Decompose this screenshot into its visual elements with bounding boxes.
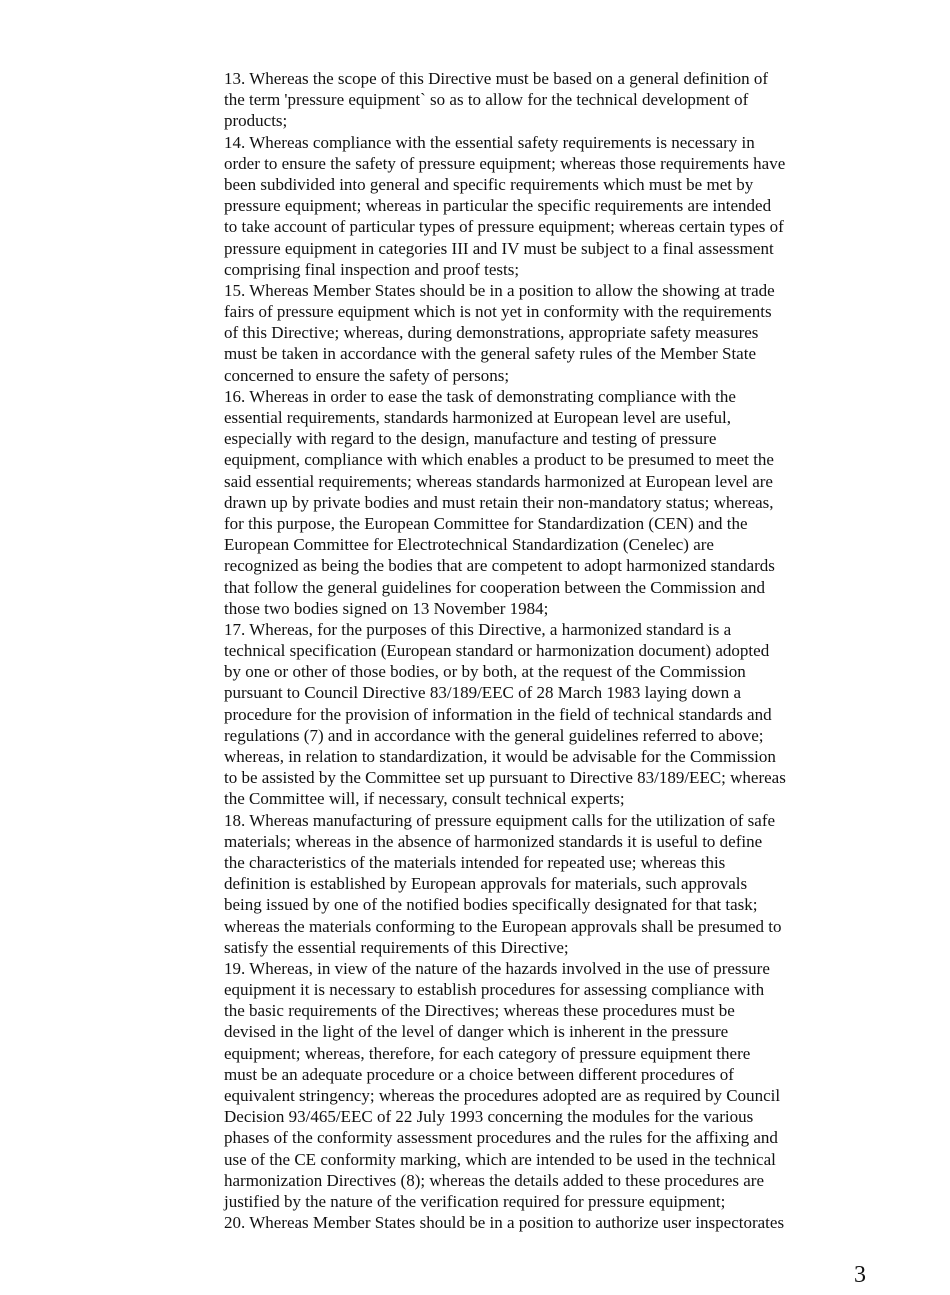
text-line: devised in the light of the level of danger which is inherent in the pressure bbox=[224, 1022, 729, 1042]
body-text bbox=[224, 68, 864, 1233]
text-line: especially with regard to the design, manufacture and testing of pressure bbox=[224, 429, 717, 449]
text-line: equipment it is necessary to establish procedures for assessing compliance with bbox=[224, 980, 765, 1000]
text-line: regulations (7) and in accordance with the general guidelines referred to above; bbox=[224, 725, 764, 745]
text-line: recognized as being the bodies that are competent to adopt harmonized standards bbox=[224, 556, 775, 576]
text-line: Decision 93/465/EEC of 22 July 1993 concerning the modules for the various bbox=[224, 1107, 754, 1127]
text-line: technical specification (European standard or harmonization document) adopted bbox=[224, 641, 770, 661]
text-line: to be assisted by the Committee set up pursuant to Directive 83/189/EEC; whereas bbox=[224, 768, 786, 788]
text-line: 15. Whereas Member States should be in a position to allow the showing at trade bbox=[224, 280, 775, 300]
text-line: phases of the conformity assessment procedures and the rules for the affixing and bbox=[224, 1128, 778, 1148]
text-line: the basic requirements of the Directives; whereas these procedures must be bbox=[224, 1001, 735, 1021]
text-line: concerned to ensure the safety of persons; bbox=[224, 365, 510, 385]
text-line: pursuant to Council Directive 83/189/EEC of 28 March 1983 laying down a bbox=[224, 683, 741, 703]
text-line: the term 'pressure equipment` so as to allow for the technical development of bbox=[224, 90, 749, 110]
text-line: definition is established by European approvals for materials, such approvals bbox=[224, 874, 748, 894]
text-line: 13. Whereas the scope of this Directive must be based on a general definition of bbox=[224, 69, 768, 88]
text-line: drawn up by private bodies and must retain their non-mandatory status; whereas, bbox=[224, 492, 774, 512]
text-line: the characteristics of the materials intended for repeated use; whereas this bbox=[224, 852, 726, 872]
text-line: 14. Whereas compliance with the essential safety requirements is necessary in bbox=[224, 132, 755, 152]
text-line: 19. Whereas, in view of the nature of the hazards involved in the use of pressure bbox=[224, 958, 770, 978]
text-line: to take account of particular types of pressure equipment; whereas certain types of bbox=[224, 217, 784, 237]
text-line: been subdivided into general and specific requirements which must be met by bbox=[224, 174, 754, 194]
text-line: harmonization Directives (8); whereas the details added to these procedures are bbox=[224, 1170, 764, 1190]
text-line: must be taken in accordance with the general safety rules of the Member State bbox=[224, 344, 756, 364]
text-line: of this Directive; whereas, during demonstrations, appropriate safety measures bbox=[224, 323, 759, 343]
text-line: for this purpose, the European Committee for Standardization (CEN) and the bbox=[224, 513, 748, 533]
text-line: 17. Whereas, for the purposes of this Directive, a harmonized standard is a bbox=[224, 619, 732, 639]
text-line: by one or other of those bodies, or by both, at the request of the Commission bbox=[224, 662, 746, 682]
text-line: that follow the general guidelines for cooperation between the Commission and bbox=[224, 577, 766, 597]
text-line: justified by the nature of the verification required for pressure equipment; bbox=[224, 1191, 726, 1211]
text-line: pressure equipment in categories III and IV must be subject to a final assessment bbox=[224, 238, 774, 258]
text-line: materials; whereas in the absence of harmonized standards it is useful to define bbox=[224, 831, 763, 851]
text-line: 16. Whereas in order to ease the task of demonstrating compliance with the bbox=[224, 386, 736, 406]
text-line: procedure for the provision of information in the field of technical standards and bbox=[224, 704, 772, 724]
text-line: comprising final inspection and proof tests; bbox=[224, 259, 520, 279]
text-line: those two bodies signed on 13 November 1984; bbox=[224, 598, 549, 618]
text-line: order to ensure the safety of pressure equipment; whereas those requirements have bbox=[224, 153, 786, 173]
text-line: products; bbox=[224, 111, 288, 131]
text-line: said essential requirements; whereas standards harmonized at European level are bbox=[224, 471, 773, 491]
text-line: satisfy the essential requirements of this Directive; bbox=[224, 937, 569, 957]
text-line: must be an adequate procedure or a choice between different procedures of bbox=[224, 1064, 734, 1084]
text-line: whereas, in relation to standardization, it would be advisable for the Commission bbox=[224, 747, 776, 766]
text-line: European Committee for Electrotechnical Standardization (Cenelec) are bbox=[224, 535, 714, 555]
text-line: equivalent stringency; whereas the procedures adopted are as required by Council bbox=[224, 1086, 781, 1105]
text-line: pressure equipment; whereas in particular the specific requirements are intended bbox=[224, 196, 772, 216]
text-line: whereas the materials conforming to the European approvals shall be presumed to bbox=[224, 916, 782, 936]
text-line: fairs of pressure equipment which is not yet in conformity with the requirements bbox=[224, 302, 772, 322]
text-line: the Committee will, if necessary, consult technical experts; bbox=[224, 789, 625, 809]
text-line: 20. Whereas Member States should be in a position to authorize user inspectorates bbox=[224, 1213, 785, 1233]
text-line: equipment, compliance with which enables a product to be presumed to meet the bbox=[224, 450, 774, 470]
page-number: 3 bbox=[854, 1262, 866, 1288]
text-line: equipment; whereas, therefore, for each category of pressure equipment there bbox=[224, 1043, 751, 1063]
text-line: essential requirements, standards harmonized at European level are useful, bbox=[224, 408, 731, 427]
text-line: being issued by one of the notified bodies specifically designated for that task; bbox=[224, 895, 758, 915]
text-line: 18. Whereas manufacturing of pressure equipment calls for the utilization of safe bbox=[224, 810, 776, 830]
text-line: use of the CE conformity marking, which are intended to be used in the technical bbox=[224, 1149, 776, 1169]
